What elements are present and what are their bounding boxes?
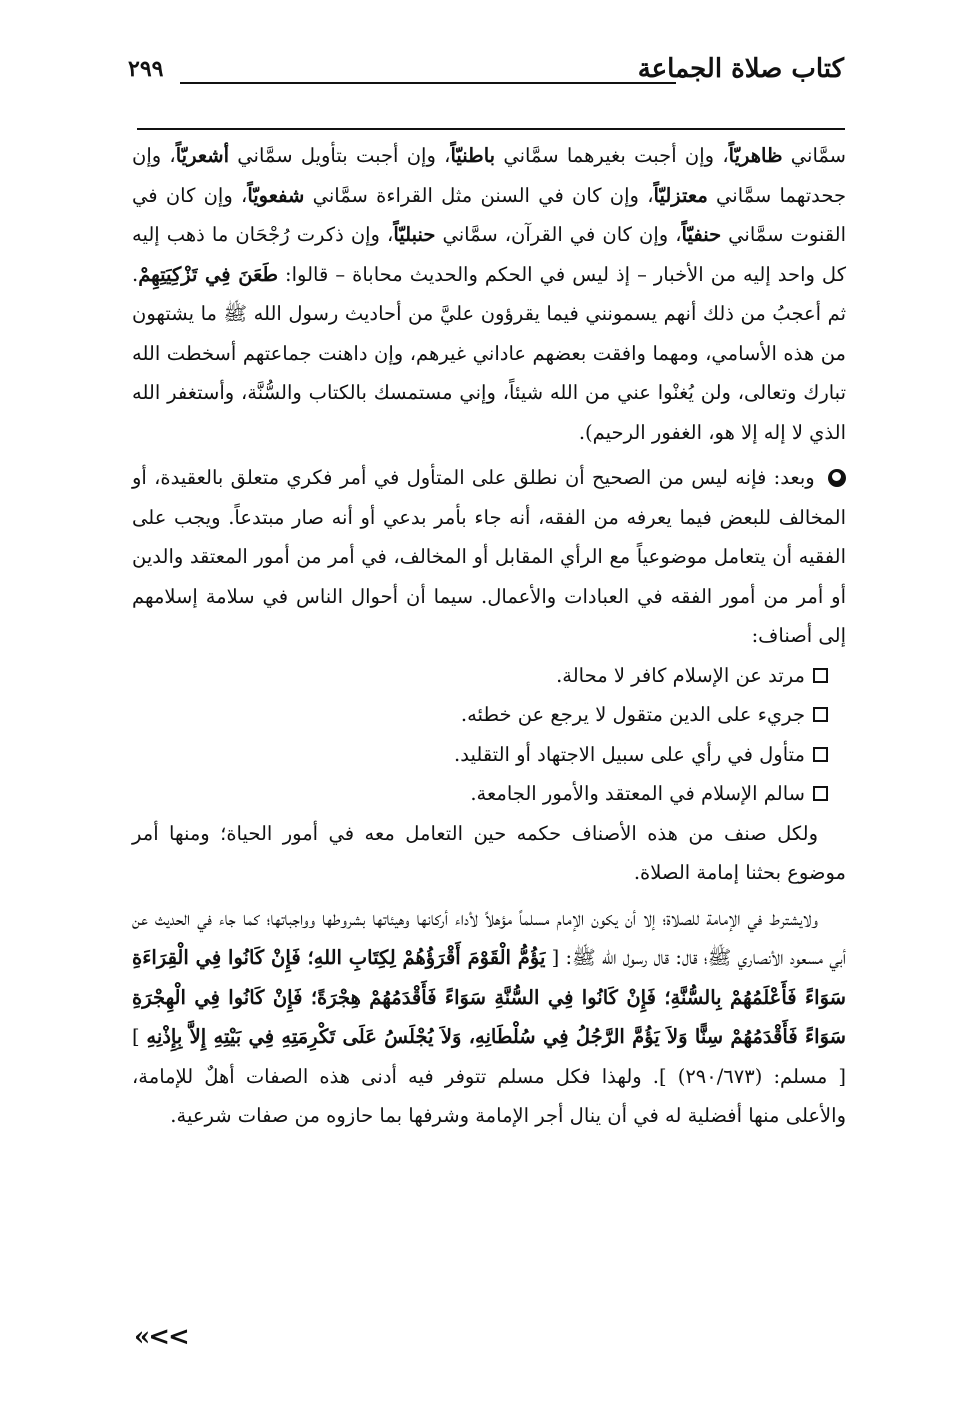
text-run: ، وإن أجبت بتأويل سمَّاني [229,144,451,167]
page-number: ٢٩٩ [128,56,164,82]
header-underline [180,82,676,84]
text-run: ولكل صنف من هذه الأصناف حكمه حين التعامل معه في أمور الحياة؛ ومنها أمر موضوع بحثنا إمامة الصلاة. [132,821,846,884]
text-run: ، وإن كان في القنوت سمَّاني [132,183,846,246]
square-box-icon [813,786,828,801]
square-box-icon [813,747,828,762]
text-run: . ثم أعجبُ من ذلك أنهم يسمونني فيما يقرؤون عليَّ من أحاديث رسول الله ﷺ ما يشتهون من هذه الأسامي، [132,262,846,365]
text-run: ، وإن أجبت بغيرهما سمَّاني [495,144,729,167]
paragraph [132,899,846,1136]
bold-text-run: أشعريّاً [175,144,230,167]
text-run: ، [379,223,394,246]
list-item: متأول في رأي على سبيل الاجتهاد أو التقليد. [132,735,828,775]
paragraph [132,814,846,893]
body-text [132,136,846,1136]
text-run: سمَّاني [782,144,847,167]
bold-text-run: طَعَنَ فِي تَزْكِيَتِهِمْ [138,262,278,286]
list-item: سالم الإسلام في المعتقد والأمور الجامعة. [132,774,828,814]
list-item: جريء على الدين متقول لا يرجع عن خطئه. [132,695,828,735]
double-chevron-left-icon: «<< [134,1322,188,1352]
text-run: ولايشترط في الإمامة للصلاة؛ إلا أن يكون الإمام مسلماً مؤهلاً لأداء أركانها وهيئاتها بشروطها وواجباتها؛ كما جاء في الحديث عن أبي مسعود الأنصاري ﷺ؛ قال: قال رسول الله ﷺ: [ [132,906,846,969]
bold-text-run: معتزليّاً [653,183,708,207]
bullet-paragraph [132,458,846,656]
text-run: ، وإن كان في القرآن، سمَّاني [435,223,682,246]
list-item: مرتد عن الإسلام كافر لا محالة. [132,656,828,696]
text-run: ويجب على الفقيه أن يتعامل موضوعياً مع الرأي المقابل أو المخالف، في أمر من أمور المعتقد والدين أو أمر من أمور الفقه في العبادات والأعمال. سيما أن أحوال الناس في سلامة إسلامهم إلى أصناف: [132,505,846,647]
bold-text-run: حنفيّاً [681,223,722,246]
bold-text-run: يَؤُمُّ الْقَوْمَ أَقْرَؤُهُمْ لِكِتَابِ اللهِ؛ فَإِنْ كَانُوا فِي الْقِرَاءَةِ سَوَاءً فَأَعْلَمُهُمْ بِالسُّنَّةِ؛ فَإِنْ كَانُوا فِي السُّنَّةِ سَوَاءً فَأَقْدَمُهُمْ هِجْرَةً؛ فَإِنْ كَانُوا فِي الْهِجْرَةِ سَوَاءً فَأَقْدَمُهُمْ سِنًّا وَلاَ يَؤُمَّ الرَّجُلُ فِي سُلْطَانِهِ، وَلاَ يُجْلَسُ عَلَى تَكْرِمَتِهِ فِي بَيْتِهِ إِلاَّ بِإِذْنِهِ [132,946,846,1048]
paragraph [132,136,846,452]
running-header [128,52,844,92]
header-rule [137,128,845,130]
text-run: ] [ مسلم: (٢٩٠/٦٧٣) ]. ولهذا فكل مسلم تتوفر فيه أدنى هذه الصفات أهلٌ للإمامة، والأعلى منها أفضلية له في أن ينال أجر الإمامة وشرفها بما حازوه من صفات شرعية. [132,1025,846,1127]
text-run: ، وإن جحدتهما سمَّاني [132,144,846,207]
square-box-icon [813,668,828,683]
bold-text-run: شفعويّاً [247,183,305,207]
text-run: وإن ذكرت رُجْحَان ما ذهب إليه كل واحد إليه من الأخبار – إذ ليس في الحكم والحديث محاباة – قالوا: [132,223,846,286]
target-bullet-icon [828,469,846,487]
header-title: كتاب صلاة الجماعة [637,54,844,84]
square-box-icon [813,707,828,722]
bold-text-run: حنبليّاً [393,223,436,246]
text-run: ، وإن كان في السنن مثل القراءة سمَّاني [304,183,654,207]
category-list [132,656,846,814]
bold-text-run: باطنيّاً [450,144,496,167]
bold-text-run: ظاهريّاً [728,144,783,167]
text-run: وبعد: فإنه ليس من الصحيح أن نطلق على المتأول في أمر فكري متعلق بالعقيدة، أو المخالف للبعض فيما يعرفه من الفقه، أنه جاء بأمر بدعي أو أنه صار مبتدعاً. [132,466,846,529]
text-run: ومهما وافقت بعضهم عاداني غيرهم، وإن داهنت جماعتهم أسخطت الله تبارك وتعالى، ولن يُغنْوا عني من الله شيئاً، وإني مستمسك بالكتاب والسُّنَّة، وأستغفر الله الذي لا إله إلا هو، الغفور الرحيم). [132,341,846,444]
